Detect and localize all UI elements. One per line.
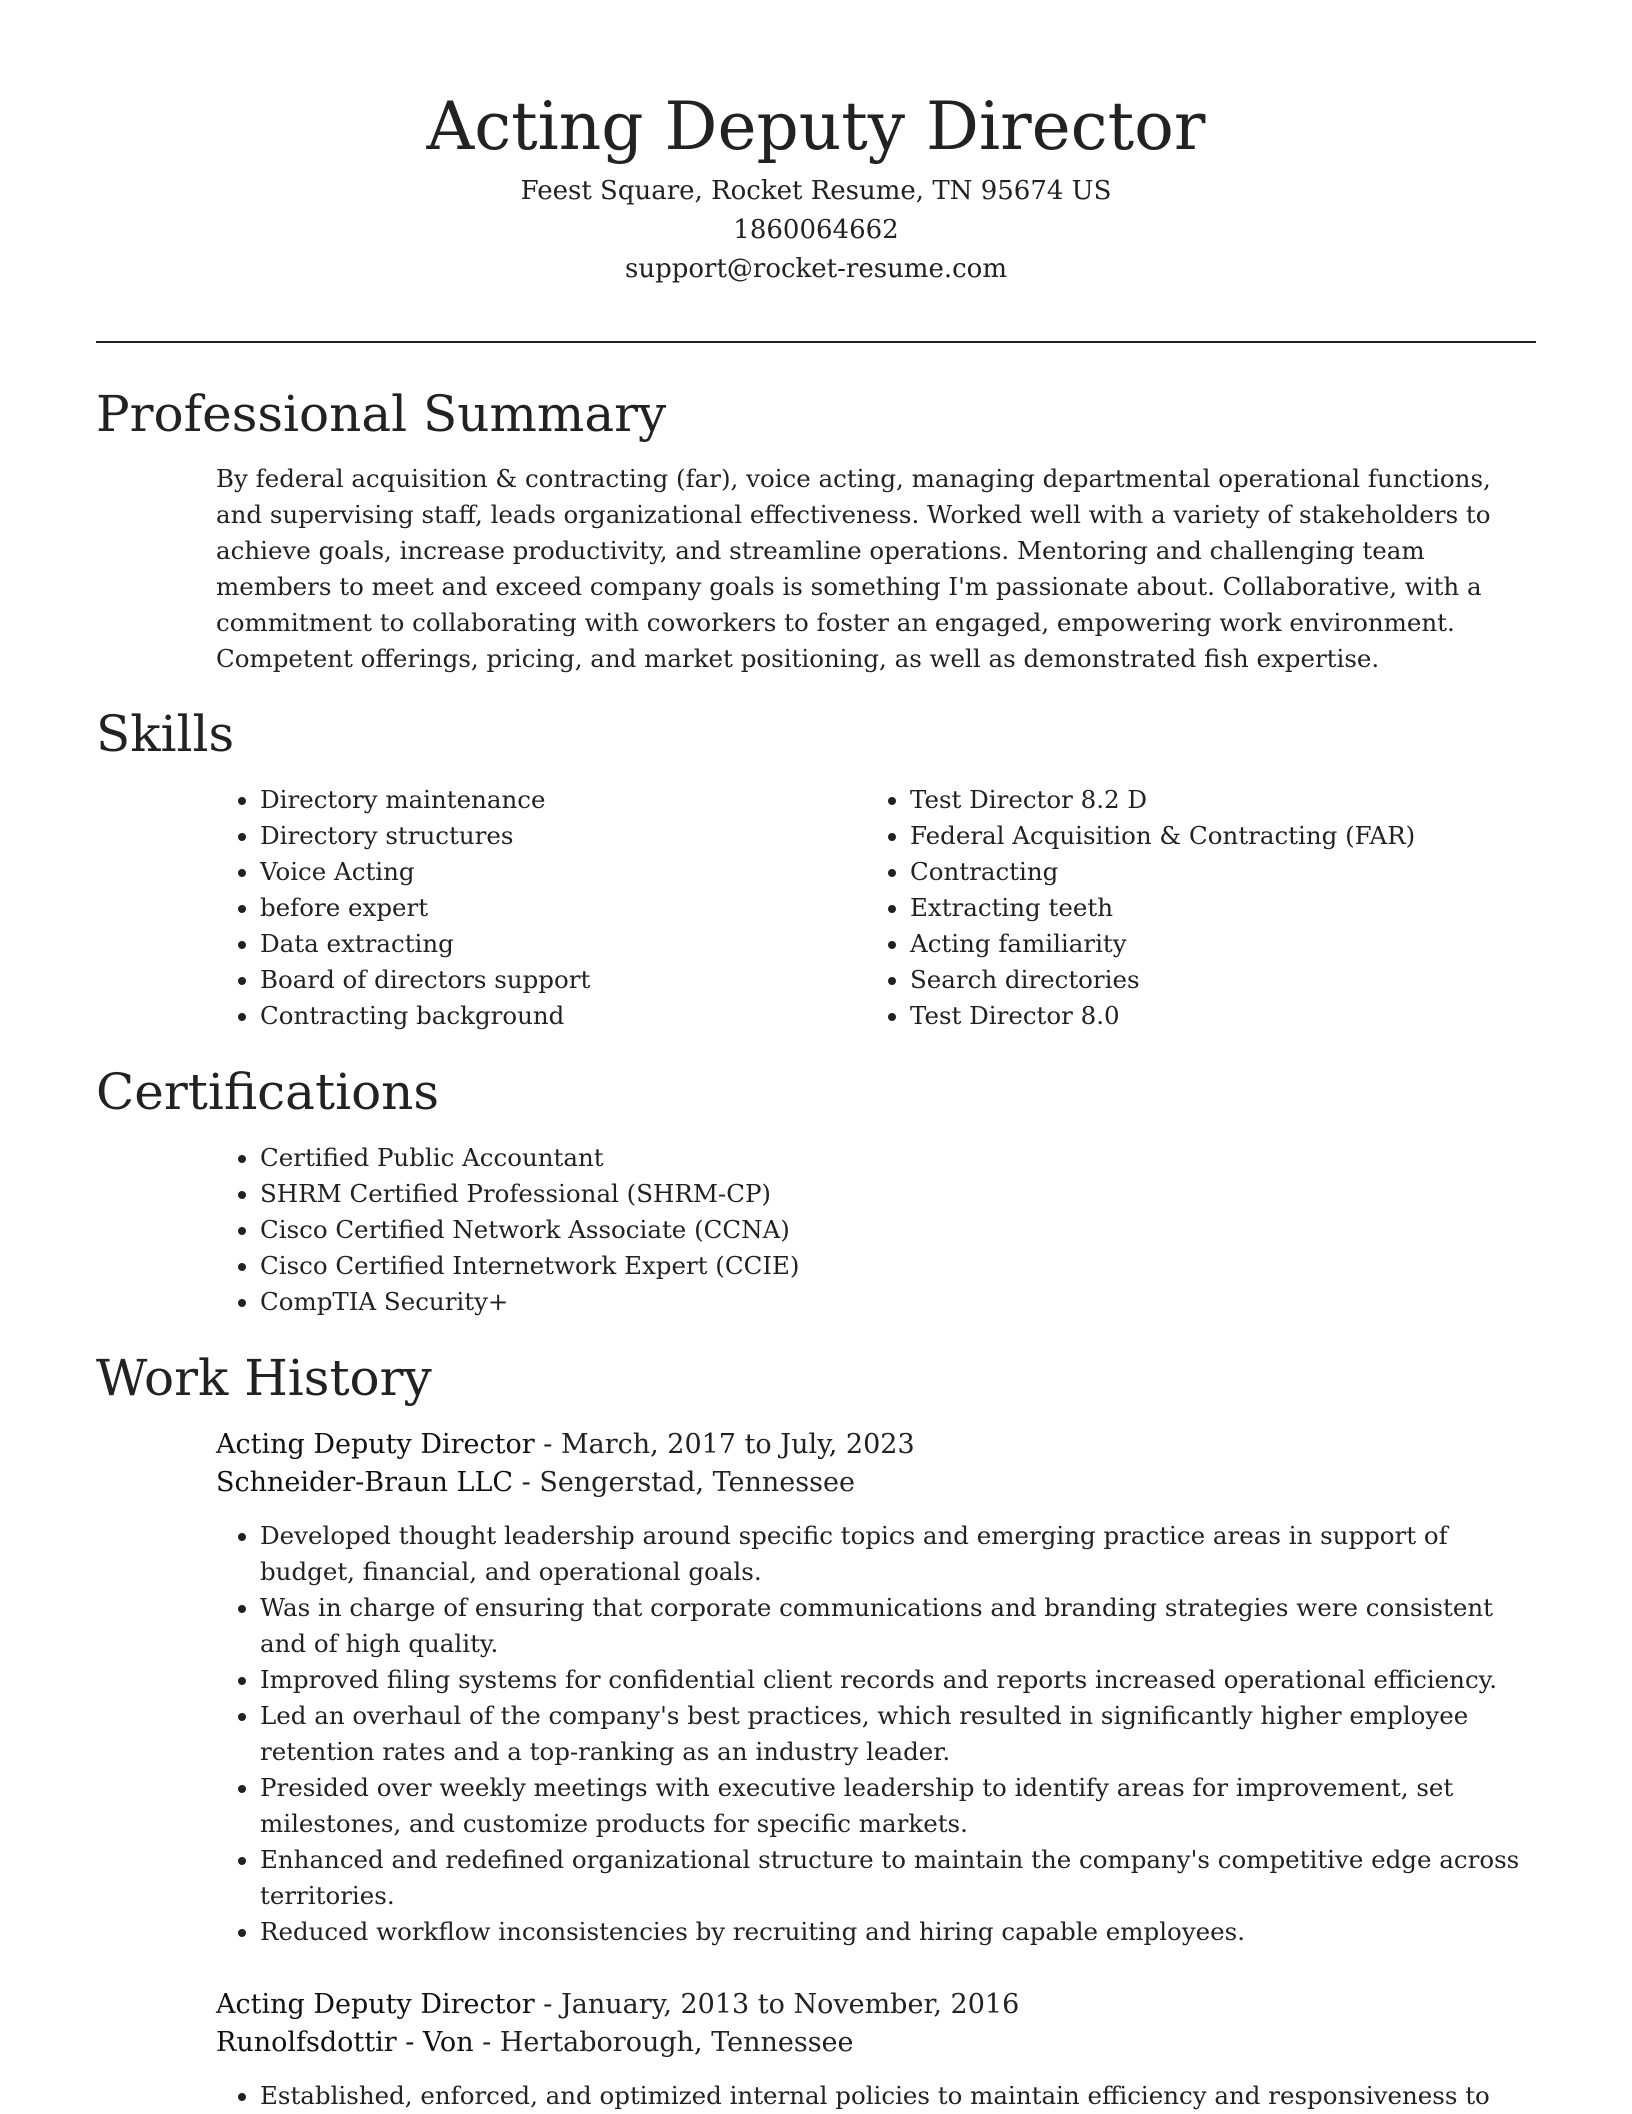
job-company: Schneider-Braun LLC xyxy=(216,1467,514,1498)
skills-list-left xyxy=(216,782,880,1034)
job-bullet: • Reduced workflow inconsistencies by recruiting and hiring capable employees. xyxy=(260,1914,1540,1950)
certification-item: • Certified Public Accountant xyxy=(260,1140,1560,1176)
job-bullet: • Led an overhaul of the company's best practices, which resulted in significantly higher employee retention rates and a top-ranking as an industry leader. xyxy=(260,1698,1540,1770)
work-history-heading: Work History xyxy=(96,1349,432,1407)
header-divider xyxy=(96,341,1536,343)
job-bullet: • Established, enforced, and optimized internal policies to maintain efficiency and responsiveness to xyxy=(260,2078,1540,2114)
skill-item: • Search directories xyxy=(910,962,1570,998)
job-role: Acting Deputy Director xyxy=(216,1429,535,1460)
job-role: Acting Deputy Director xyxy=(216,1989,535,2020)
job-bullets xyxy=(216,2078,1540,2114)
certification-item: • CompTIA Security+ xyxy=(260,1284,1560,1320)
job-company-line xyxy=(216,2024,1540,2062)
skill-item: • Directory structures xyxy=(260,818,880,854)
address: Feest Square, Rocket Resume, TN 95674 US xyxy=(520,176,1112,206)
job-bullet: • Presided over weekly meetings with executive leadership to identify areas for improvement, set milestones, and customize products for specific markets. xyxy=(260,1770,1540,1842)
skill-item: • Data extracting xyxy=(260,926,880,962)
resume-header xyxy=(96,82,1536,289)
skill-item: • Contracting xyxy=(910,854,1570,890)
email-address: support@rocket-resume.com xyxy=(624,254,1007,284)
job-location: - Hertaborough, Tennessee xyxy=(473,2027,854,2058)
skill-item: • Voice Acting xyxy=(260,854,880,890)
job-dates: - January, 2013 to November, 2016 xyxy=(534,1989,1020,2020)
skill-item: • Test Director 8.2 D xyxy=(910,782,1570,818)
job-entry xyxy=(216,1426,1540,1950)
skill-item: • before expert xyxy=(260,890,880,926)
skill-item: • Contracting background xyxy=(260,998,880,1034)
summary-heading: Professional Summary xyxy=(96,385,667,443)
certification-item: • Cisco Certified Network Associate (CCNA) xyxy=(260,1212,1560,1248)
skill-item: • Acting familiarity xyxy=(910,926,1570,962)
job-bullet: • Was in charge of ensuring that corporate communications and branding strategies were consistent and of high quality. xyxy=(260,1590,1540,1662)
job-title-line xyxy=(216,1426,1540,1464)
job-company: Runolfsdottir - Von xyxy=(216,2027,474,2058)
candidate-name: Acting Deputy Director xyxy=(426,88,1206,165)
job-dates: - March, 2017 to July, 2023 xyxy=(534,1429,915,1460)
certification-item: • Cisco Certified Internetwork Expert (CCIE) xyxy=(260,1248,1560,1284)
job-title-line xyxy=(216,1986,1540,2024)
skill-item: • Federal Acquisition & Contracting (FAR) xyxy=(910,818,1570,854)
job-location: - Sengerstad, Tennessee xyxy=(513,1467,855,1498)
summary-text: By federal acquisition & contracting (far), voice acting, managing departmental operational functions, and supervising staff, leads organizational effectiveness. Worked well with a variety of stakeholders to achieve goals, increase productivity, and streamline operations. Mentoring and challenging team members to meet and exceed company goals is something I'm passionate about. Collaborative, with a commitment to collaborating with coworkers to foster an engaged, empowering work environment. Competent offerings, pricing, and market positioning, as well as demonstrated fish expertise. xyxy=(216,464,1491,673)
skill-item: • Test Director 8.0 xyxy=(910,998,1570,1034)
job-bullet: • Enhanced and redefined organizational structure to maintain the company's competitive edge across territories. xyxy=(260,1842,1540,1914)
certification-item: • SHRM Certified Professional (SHRM-CP) xyxy=(260,1176,1560,1212)
job-company-line xyxy=(216,1464,1540,1502)
skill-item: • Directory maintenance xyxy=(260,782,880,818)
skill-item: • Board of directors support xyxy=(260,962,880,998)
certifications-list xyxy=(216,1140,1560,1320)
skills-heading: Skills xyxy=(96,705,235,763)
certifications-heading: Certifications xyxy=(96,1063,440,1121)
job-entry xyxy=(216,1986,1540,2114)
skills-list-right xyxy=(866,782,1570,1034)
job-bullet: • Improved filing systems for confidential client records and reports increased operational efficiency. xyxy=(260,1662,1540,1698)
job-bullet: • Developed thought leadership around specific topics and emerging practice areas in support of budget, financial, and operational goals. xyxy=(260,1518,1540,1590)
skill-item: • Extracting teeth xyxy=(910,890,1570,926)
phone-number: 1860064662 xyxy=(733,215,899,245)
job-bullets xyxy=(216,1518,1540,1950)
